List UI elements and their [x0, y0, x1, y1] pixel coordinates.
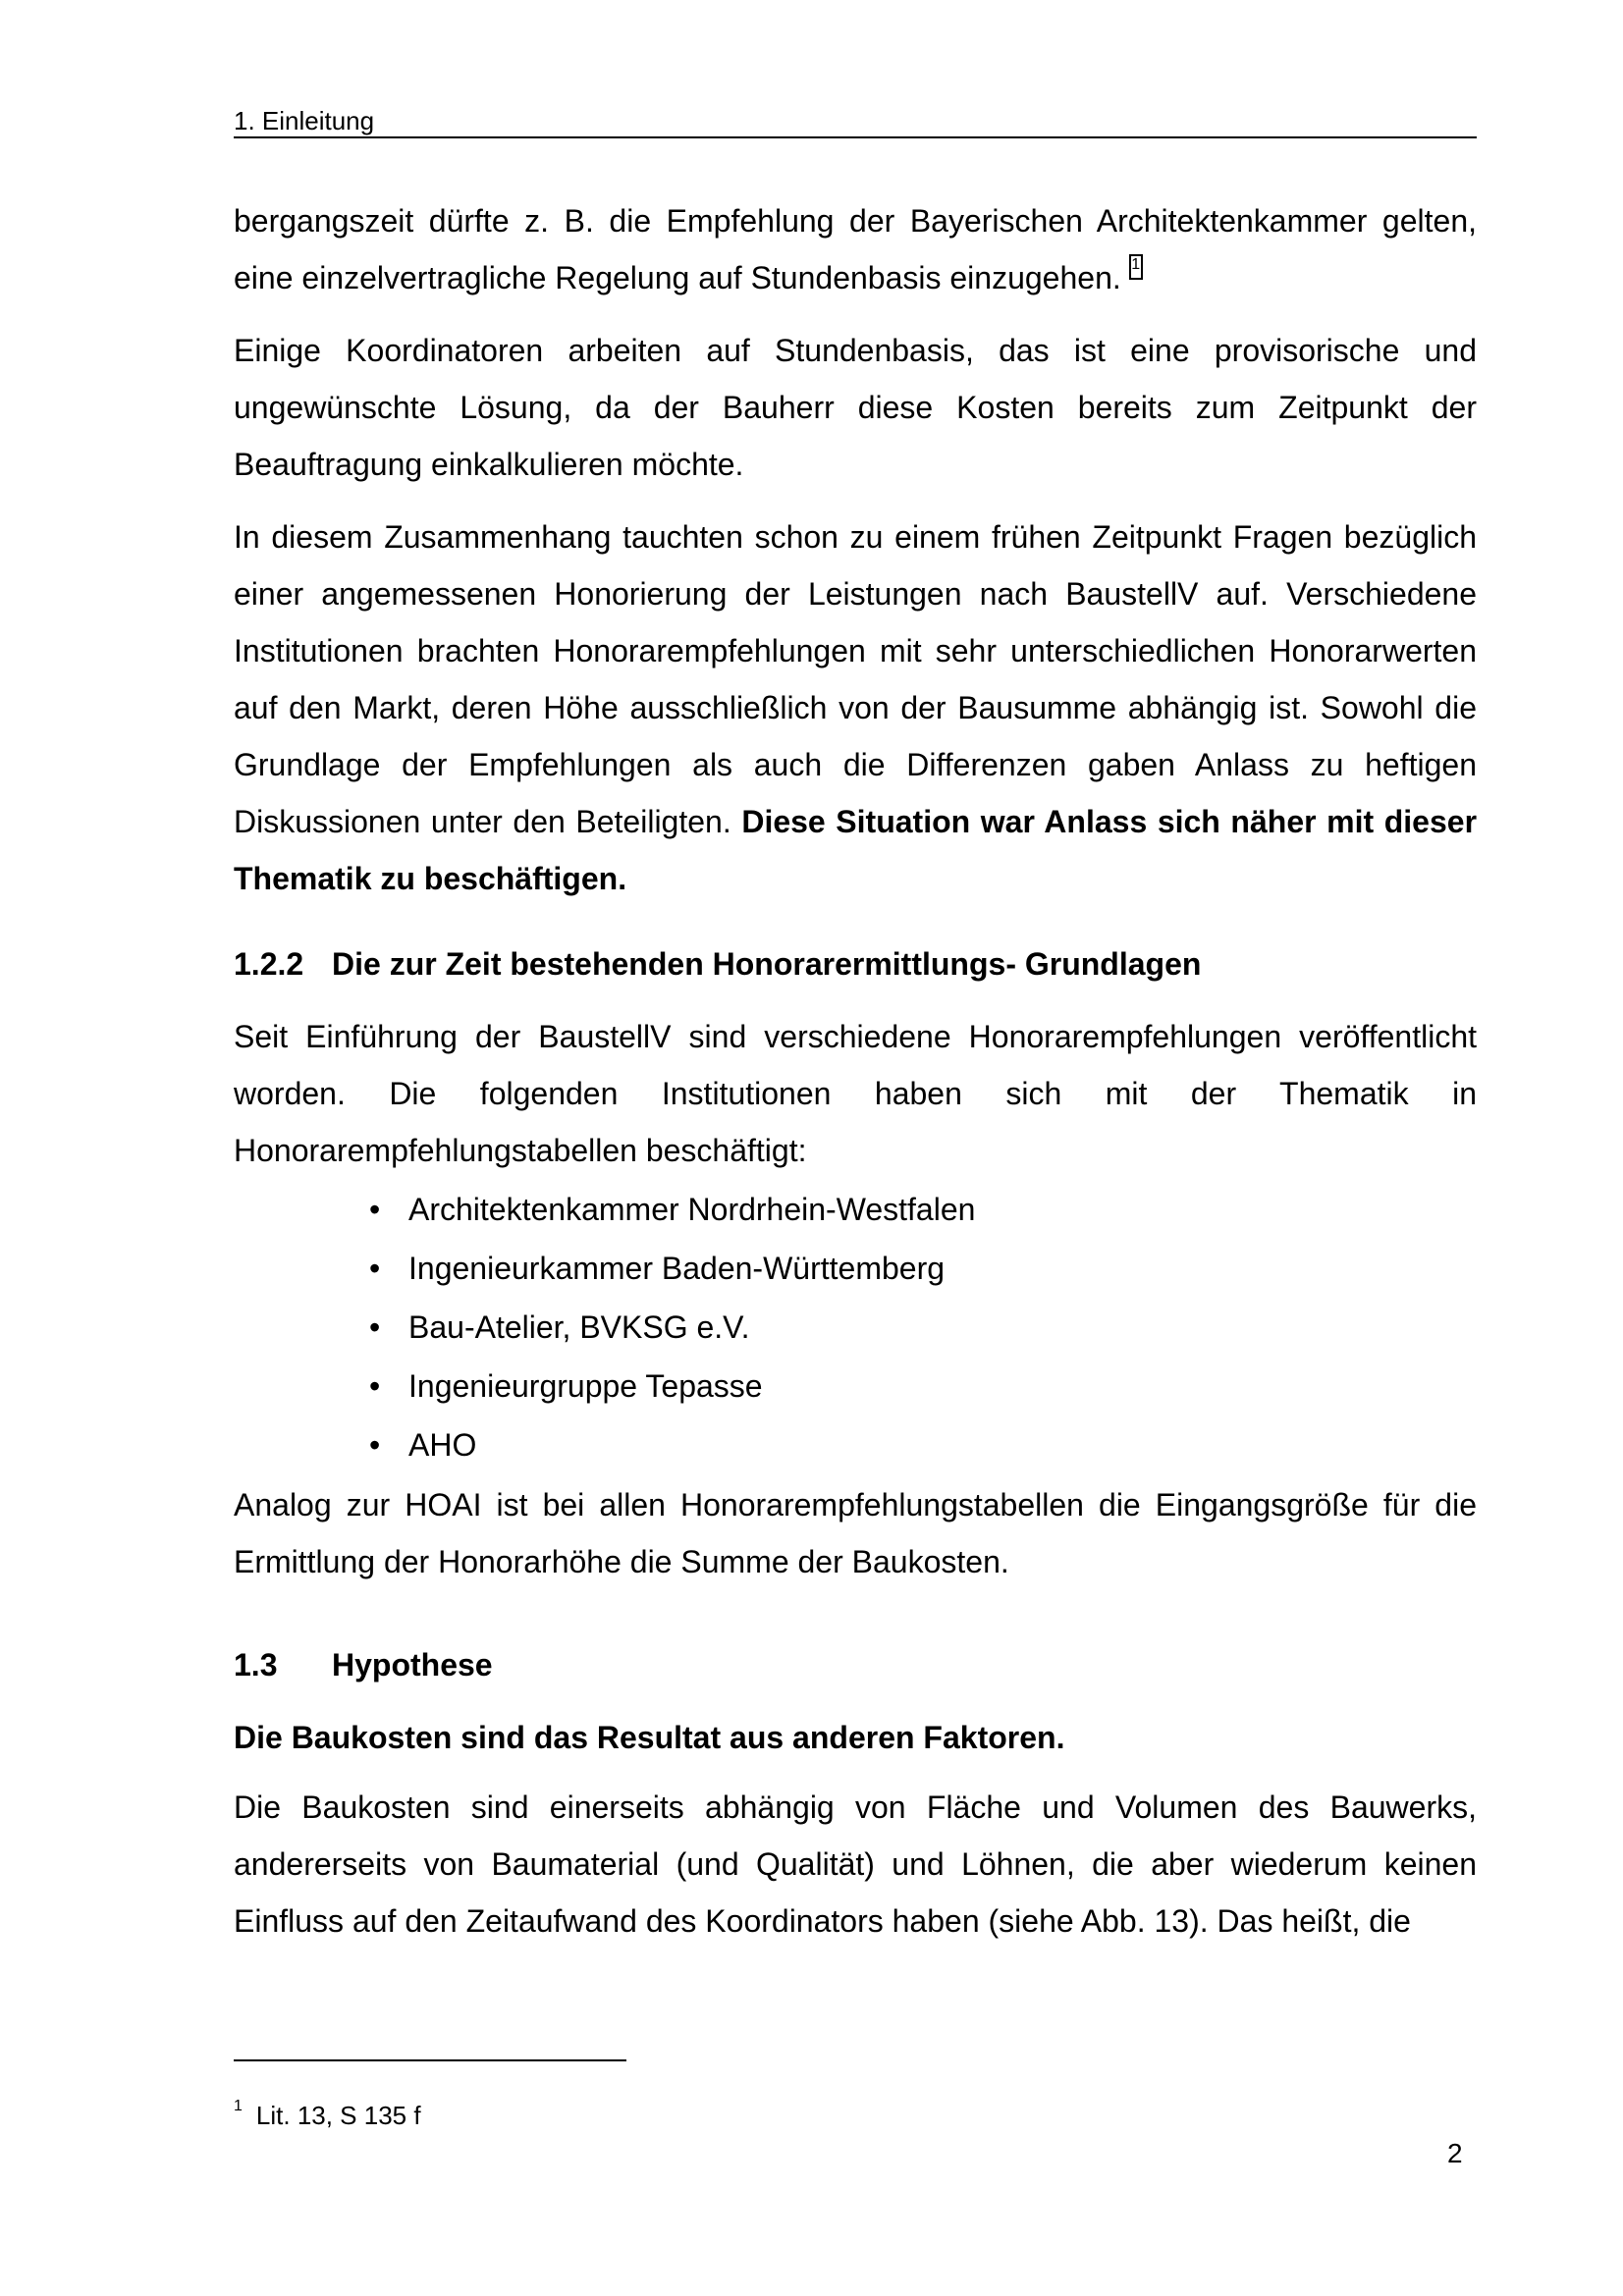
footnote-reference[interactable]: 1	[1129, 254, 1143, 280]
footnote-text: Lit. 13, S 135 f	[255, 2101, 421, 2130]
institution-list	[369, 1180, 975, 1474]
section-heading-1-3	[234, 1645, 493, 1684]
footnote-separator	[234, 2059, 626, 2061]
section-title: Hypothese	[332, 1647, 493, 1682]
intro-text	[234, 192, 1477, 907]
section-number: 1.3	[234, 1647, 278, 1682]
paragraph: In diesem Zusammenhang tauchten schon zu einem frühen Zeitpunkt Fragen bezüglich einer angemessenen Honorierung der Leistungen nach BaustellV auf. Verschiedene Institutionen brachten Honorarempfehlungen mit sehr unterschiedlichen Honorarwerten auf den Markt, deren Höhe ausschließlich von der Bausumme abhängig ist. Sowohl die Grundlage der Empfehlungen als auch die Differenzen gaben Anlass zu heftigen Diskussionen unter den Beteiligten. Diese Situation war Anlass sich näher mit dieser Thematik zu beschäftigen.	[234, 519, 1478, 896]
paragraph: bergangszeit dürfte z. B. die Empfehlung der Bayerischen Architektenkammer gelten, eine einzelvertragliche Regelung auf Stundenbasis einzugehen. 1	[234, 203, 1477, 295]
section-title: Die zur Zeit bestehenden Honorarermittlungs- Grundlagen	[332, 946, 1202, 982]
footnote-mark: 1	[234, 2098, 243, 2114]
section-heading-1-2-2	[234, 944, 1201, 984]
emphasis: Diese Situation war Anlass sich näher mit dieser Thematik zu beschäftigen.	[234, 804, 1478, 896]
list-item: • Ingenieurkammer Baden-Württemberg	[369, 1239, 975, 1298]
list-item: • Ingenieurgruppe Tepasse	[369, 1357, 975, 1415]
hypothesis-statement: Die Baukosten sind das Resultat aus anderen Faktoren.	[234, 1720, 1065, 1755]
list-item: • Architektenkammer Nordrhein-Westfalen	[369, 1180, 975, 1239]
footnote	[234, 2091, 421, 2131]
list-item: • AHO	[369, 1415, 975, 1474]
running-header: 1. Einleitung	[234, 106, 1477, 138]
list-item: • Bau-Atelier, BVKSG e.V.	[369, 1298, 975, 1357]
section-intro: Seit Einführung der BaustellV sind verschiedene Honorarempfehlungen veröffentlicht worden. Die folgenden Institutionen haben sich mit der Thematik in Honorarempfehlungstabellen beschäftigt:	[234, 1019, 1477, 1168]
section-number: 1.2.2	[234, 946, 304, 982]
paragraph: Einige Koordinatoren arbeiten auf Stundenbasis, das ist eine provisorische und ungewünschte Lösung, da der Bauherr diese Kosten bereits zum Zeitpunkt der Beauftragung einkalkulieren möchte.	[234, 333, 1477, 482]
section-closing: Analog zur HOAI ist bei allen Honorarempfehlungstabellen die Eingangsgröße für die Ermittlung der Honorarhöhe die Summe der Baukosten.	[234, 1487, 1477, 1579]
hypothesis-text: Die Baukosten sind einerseits abhängig von Fläche und Volumen des Bauwerks, andererseits von Baumaterial (und Qualität) und Löhnen, die aber wiederum keinen Einfluss auf den Zeitaufwand des Koordinators haben (siehe Abb. 13). Das heißt, die	[234, 1789, 1477, 1939]
page-number: 2	[1447, 2138, 1463, 2168]
